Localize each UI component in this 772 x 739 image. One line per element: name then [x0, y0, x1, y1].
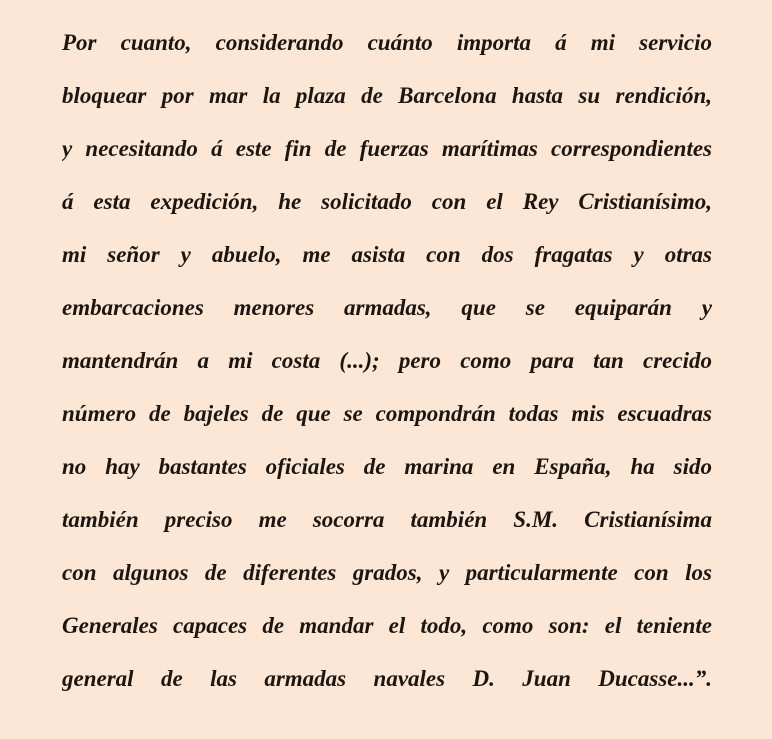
quote-line: general de las armadas navales D. Juan Ducasse...”. — [62, 666, 712, 691]
quote-line: bloquear por mar la plaza de Barcelona hasta su rendición, — [62, 83, 712, 108]
quote-line: y necesitando á este fin de fuerzas marítimas correspondientes — [62, 136, 712, 161]
quote-line: embarcaciones menores armadas, que se equiparán y — [62, 295, 712, 320]
quote-line: mantendrán a mi costa (...); pero como para tan crecido — [62, 348, 712, 373]
quote-line: Generales capaces de mandar el todo, como son: el teniente — [62, 613, 712, 638]
quote-line: Por cuanto, considerando cuánto importa á mi servicio — [62, 30, 712, 55]
quote-line: no hay bastantes oficiales de marina en España, ha sido — [62, 454, 712, 479]
quote-line: también preciso me socorra también S.M. Cristianísima — [62, 507, 712, 532]
quote-line: número de bajeles de que se compondrán todas mis escuadras — [62, 401, 712, 426]
quote-line: mi señor y abuelo, me asista con dos fragatas y otras — [62, 242, 712, 267]
quote-text-block — [62, 16, 712, 705]
quote-line: con algunos de diferentes grados, y particularmente con los — [62, 560, 712, 585]
quote-line: á esta expedición, he solicitado con el Rey Cristianísimo, — [62, 189, 712, 214]
